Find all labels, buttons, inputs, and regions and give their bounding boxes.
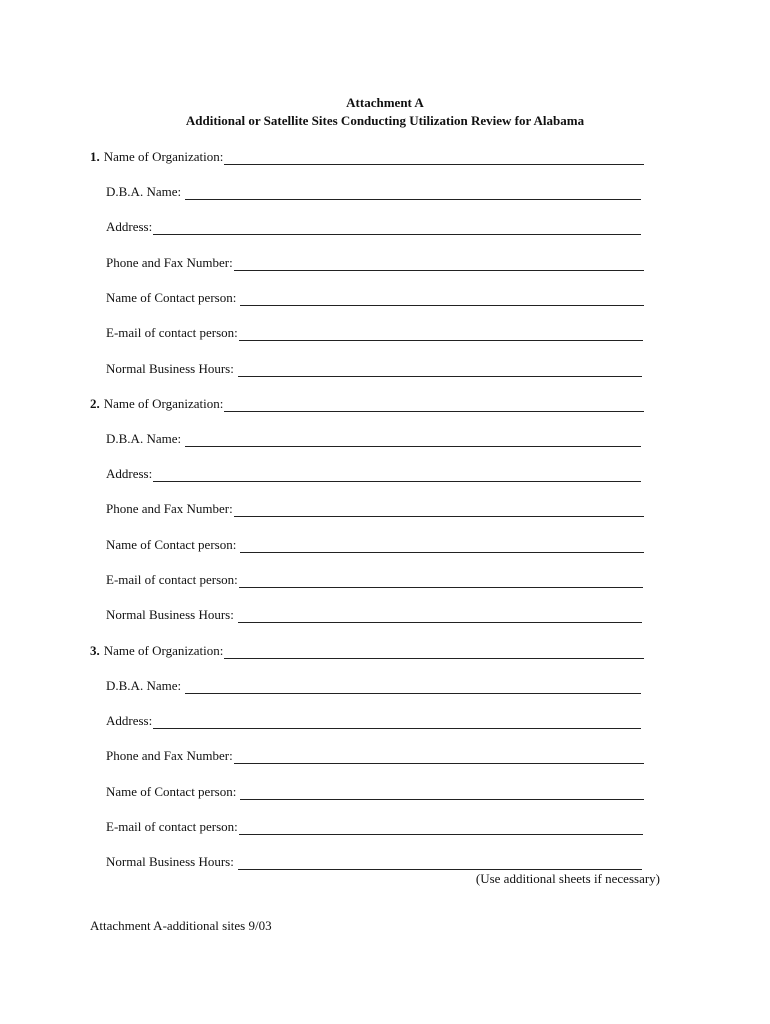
- additional-sheets-note: (Use additional sheets if necessary): [475, 871, 660, 886]
- section-1-dba-name-field[interactable]: [106, 182, 641, 200]
- field-label: Name of Contact person:: [106, 290, 237, 305]
- field-label: Address:: [106, 219, 153, 234]
- field-label: D.B.A. Name:: [106, 431, 182, 446]
- section-1-address-field[interactable]: [106, 217, 641, 235]
- fill-in-line[interactable]: [238, 855, 642, 870]
- field-label: Phone and Fax Number:: [106, 501, 233, 516]
- field-label: Normal Business Hours:: [106, 854, 234, 869]
- fill-in-line[interactable]: [224, 150, 644, 165]
- field-label: D.B.A. Name:: [106, 678, 182, 693]
- fill-in-line[interactable]: [185, 185, 641, 200]
- fill-in-line[interactable]: [240, 291, 644, 306]
- section-number: 2.: [90, 396, 100, 411]
- fill-in-line[interactable]: [153, 714, 641, 729]
- fill-in-line[interactable]: [224, 644, 644, 659]
- field-label: Name of Contact person:: [106, 784, 237, 799]
- field-label: E-mail of contact person:: [106, 819, 238, 834]
- fill-in-line[interactable]: [224, 397, 644, 412]
- fill-in-line[interactable]: [239, 573, 643, 588]
- section-2-contact-email-field[interactable]: [106, 570, 643, 588]
- section-1-organization-name-field[interactable]: [90, 147, 644, 165]
- section-2-dba-name-field[interactable]: [106, 429, 641, 447]
- field-label: Name of Organization:: [103, 643, 224, 658]
- fill-in-line[interactable]: [234, 502, 644, 517]
- section-number: 1.: [90, 149, 100, 164]
- fill-in-line[interactable]: [240, 538, 644, 553]
- fill-in-line[interactable]: [153, 467, 641, 482]
- section-3-dba-name-field[interactable]: [106, 676, 641, 694]
- field-label: Address:: [106, 466, 153, 481]
- page-title: Attachment A: [346, 95, 424, 110]
- page-footer: Attachment A-additional sites 9/03: [90, 918, 272, 933]
- section-1-phone-fax-field[interactable]: [106, 253, 644, 271]
- fill-in-line[interactable]: [185, 679, 641, 694]
- section-3-contact-name-field[interactable]: [106, 782, 644, 800]
- fill-in-line[interactable]: [185, 432, 641, 447]
- fill-in-line[interactable]: [239, 820, 643, 835]
- fill-in-line[interactable]: [239, 326, 643, 341]
- section-3-address-field[interactable]: [106, 711, 641, 729]
- field-label: Name of Organization:: [103, 149, 224, 164]
- section-2-business-hours-field[interactable]: [106, 605, 642, 623]
- field-label: E-mail of contact person:: [106, 325, 238, 340]
- fill-in-line[interactable]: [234, 256, 644, 271]
- section-3-phone-fax-field[interactable]: [106, 746, 644, 764]
- section-1-contact-email-field[interactable]: [106, 323, 643, 341]
- page-subtitle: Additional or Satellite Sites Conducting Utilization Review for Alabama: [185, 113, 585, 128]
- section-3-business-hours-field[interactable]: [106, 852, 642, 870]
- section-2-address-field[interactable]: [106, 464, 641, 482]
- field-label: Name of Organization:: [103, 396, 224, 411]
- fill-in-line[interactable]: [240, 785, 644, 800]
- field-label: Phone and Fax Number:: [106, 748, 233, 763]
- section-number: 3.: [90, 643, 100, 658]
- section-2-organization-name-field[interactable]: [90, 394, 644, 412]
- field-label: Normal Business Hours:: [106, 361, 234, 376]
- field-label: Name of Contact person:: [106, 537, 237, 552]
- fill-in-line[interactable]: [238, 608, 642, 623]
- section-2-contact-name-field[interactable]: [106, 535, 644, 553]
- field-label: D.B.A. Name:: [106, 184, 182, 199]
- field-label: Address:: [106, 713, 153, 728]
- fill-in-line[interactable]: [234, 749, 644, 764]
- section-3-contact-email-field[interactable]: [106, 817, 643, 835]
- fill-in-line[interactable]: [238, 362, 642, 377]
- field-label: Phone and Fax Number:: [106, 255, 233, 270]
- field-label: E-mail of contact person:: [106, 572, 238, 587]
- section-1-business-hours-field[interactable]: [106, 359, 642, 377]
- section-1-contact-name-field[interactable]: [106, 288, 644, 306]
- section-3-organization-name-field[interactable]: [90, 641, 644, 659]
- fill-in-line[interactable]: [153, 220, 641, 235]
- section-2-phone-fax-field[interactable]: [106, 499, 644, 517]
- field-label: Normal Business Hours:: [106, 607, 234, 622]
